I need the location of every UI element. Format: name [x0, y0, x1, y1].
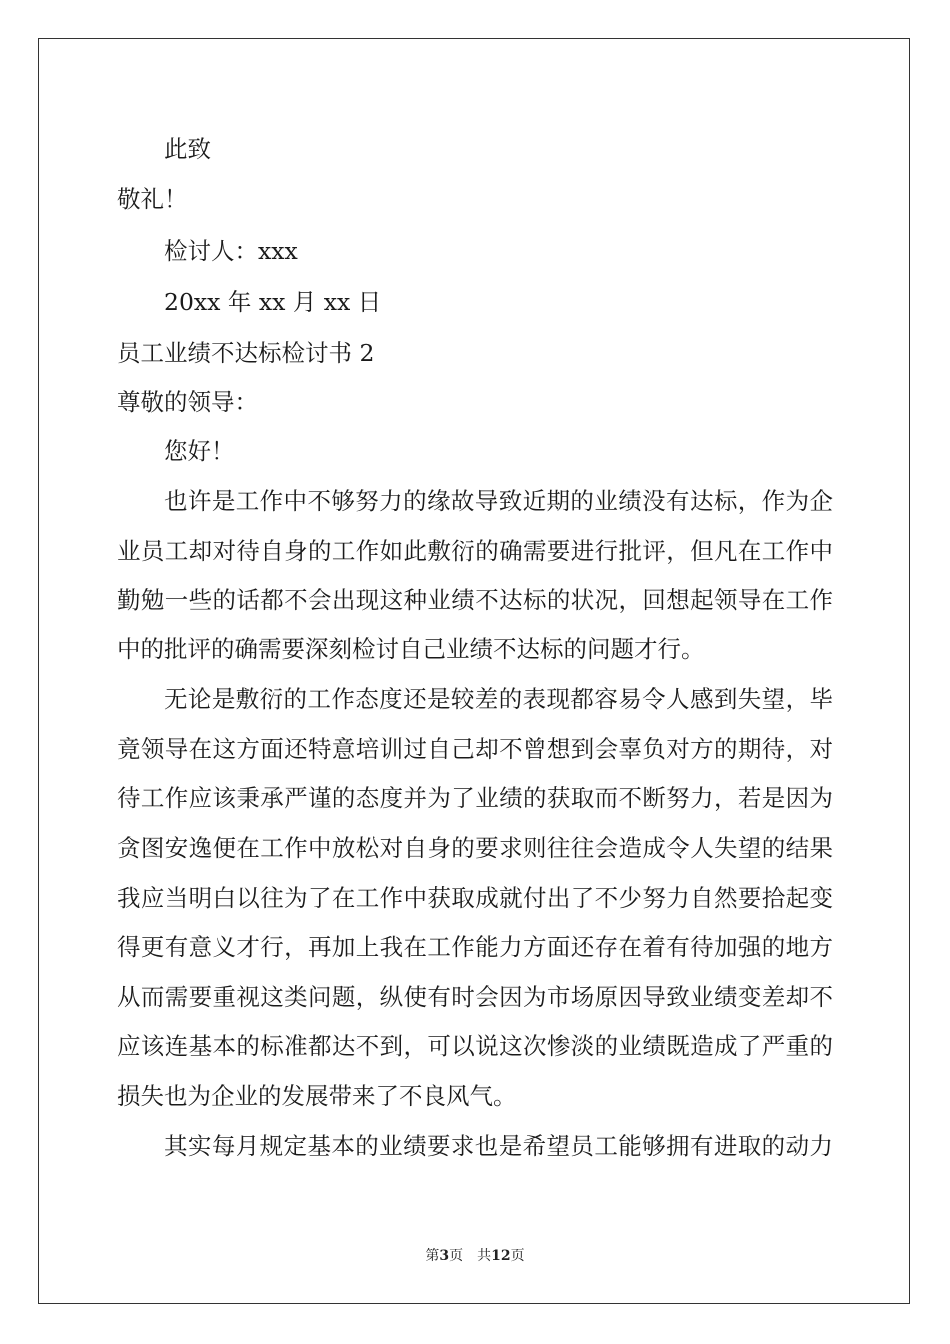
- current-page-number: 3: [439, 1248, 450, 1264]
- total-page-count: 12: [491, 1248, 511, 1264]
- section-title: 员工业绩不达标检讨书 2: [117, 339, 375, 367]
- greeting-line: 您好！: [164, 437, 235, 465]
- closing-regards: 敬礼！: [117, 185, 188, 213]
- body-line: 无论是敷衍的工作态度还是较差的表现都容易令人感到失望，毕: [164, 685, 833, 713]
- body-line: 损失也为企业的发展带来了不良风气。: [117, 1082, 517, 1110]
- body-line: 中的批评的确需要深刻检讨自己业绩不达标的问题才行。: [117, 635, 705, 663]
- signer-line: 检讨人：xxx: [164, 237, 298, 265]
- page-footer: [0, 1246, 950, 1266]
- body-line: 待工作应该秉承严谨的态度并为了业绩的获取而不断努力，若是因为: [117, 784, 833, 812]
- body-line: 应该连基本的标准都达不到，可以说这次惨淡的业绩既造成了严重的: [117, 1032, 833, 1060]
- body-line: 其实每月规定基本的业绩要求也是希望员工能够拥有进取的动力: [164, 1132, 833, 1160]
- total-suffix: 页: [510, 1248, 525, 1264]
- body-line: 也许是工作中不够努力的缘故导致近期的业绩没有达标，作为企: [164, 487, 833, 515]
- addressee-line: 尊敬的领导：: [117, 388, 258, 416]
- body-line: 勤勉一些的话都不会出现这种业绩不达标的状况，回想起领导在工作: [117, 586, 833, 614]
- body-line: 我应当明白以往为了在工作中获取成就付出了不少努力自然要拾起变: [117, 884, 833, 912]
- body-line: 从而需要重视这类问题，纵使有时会因为市场原因导致业绩变差却不: [117, 983, 833, 1011]
- body-line: 得更有意义才行，再加上我在工作能力方面还存在着有待加强的地方: [117, 933, 833, 961]
- total-prefix: 共: [477, 1248, 492, 1264]
- page-unit: 页: [449, 1248, 464, 1264]
- body-line: 竟领导在这方面还特意培训过自己却不曾想到会辜负对方的期待，对: [117, 735, 833, 763]
- body-line: 贪图安逸便在工作中放松对自身的要求则往往会造成令人失望的结果: [117, 834, 833, 862]
- body-line: 业员工却对待自身的工作如此敷衍的确需要进行批评，但凡在工作中: [117, 537, 833, 565]
- date-line: 20xx 年 xx 月 xx 日: [164, 288, 382, 316]
- page-prefix: 第: [425, 1248, 440, 1264]
- page-border: [38, 38, 910, 1304]
- closing-salutation: 此致: [164, 135, 211, 163]
